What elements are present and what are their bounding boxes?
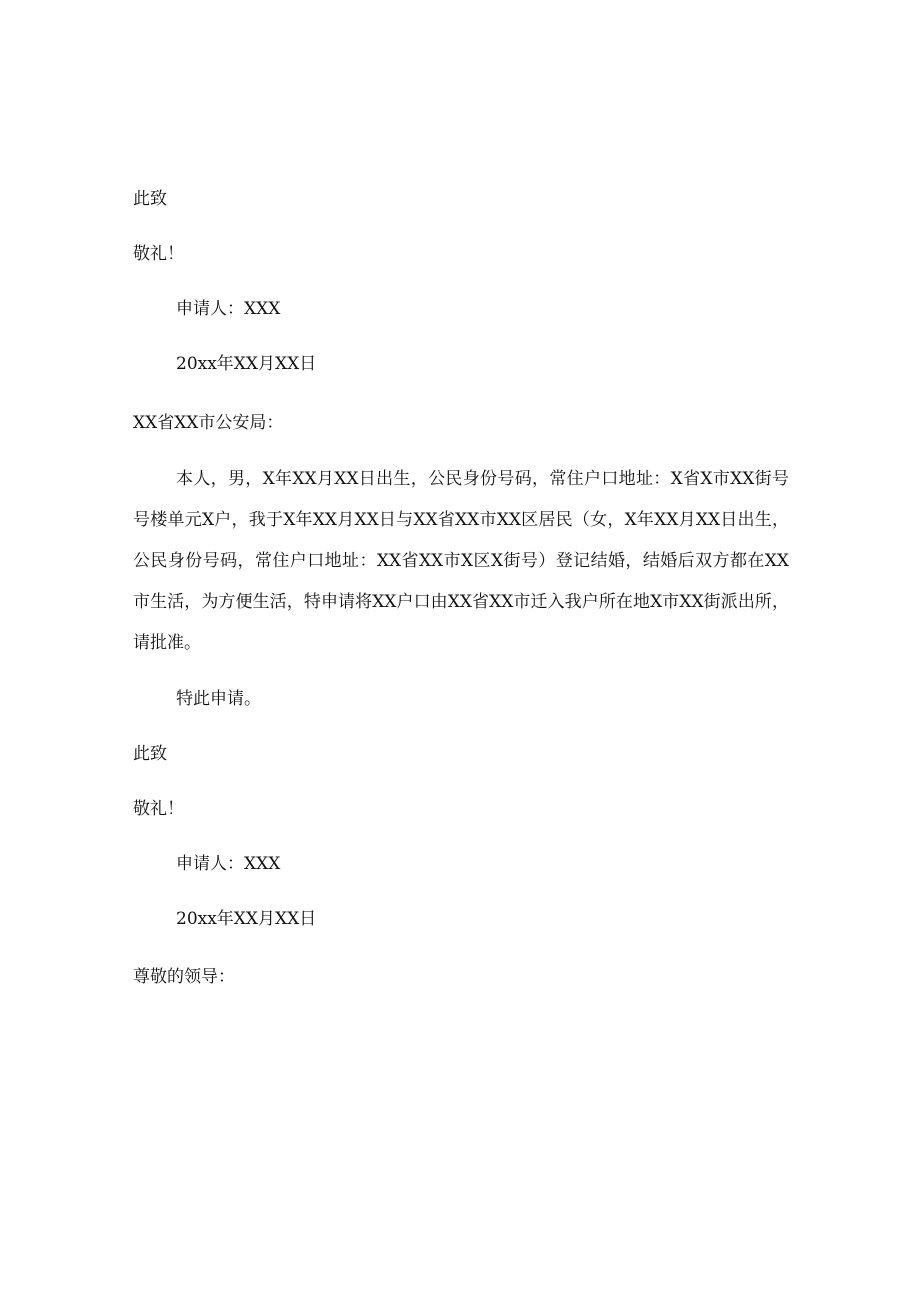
closing-line-2: 敬礼！ — [133, 244, 184, 264]
letter-request: 特此申请。 — [176, 689, 261, 709]
applicant-signature: 申请人：XXX — [176, 299, 281, 319]
letter-closing-1: 此致 — [133, 744, 167, 764]
letter-recipient: XX省XX市公安局： — [133, 413, 284, 433]
closing-line-1: 此致 — [133, 189, 167, 209]
letter-applicant-signature: 申请人：XXX — [176, 854, 281, 874]
signature-date: 20xx年XX月XX日 — [176, 354, 317, 374]
next-letter-salutation: 尊敬的领导： — [133, 967, 235, 987]
letter-signature-date: 20xx年XX月XX日 — [176, 909, 317, 929]
letter-closing-2: 敬礼！ — [133, 799, 184, 819]
letter-body: 本人，男，X年XX月XX日出生，公民身份号码，常住户口地址：X省X市XX街号号楼单元X户，我于X年XX月XX日与XX省XX市XX区居民（女，X年XX月XX日出生，公民身份号码，常住户口地址：XX省XX市X区X街号）登记结婚，结婚后双方都在XX市生活，为方便生活，特申请将XX户口由XX省XX市迁入我户所在地X市XX街派出所，请批准。 — [133, 469, 789, 653]
